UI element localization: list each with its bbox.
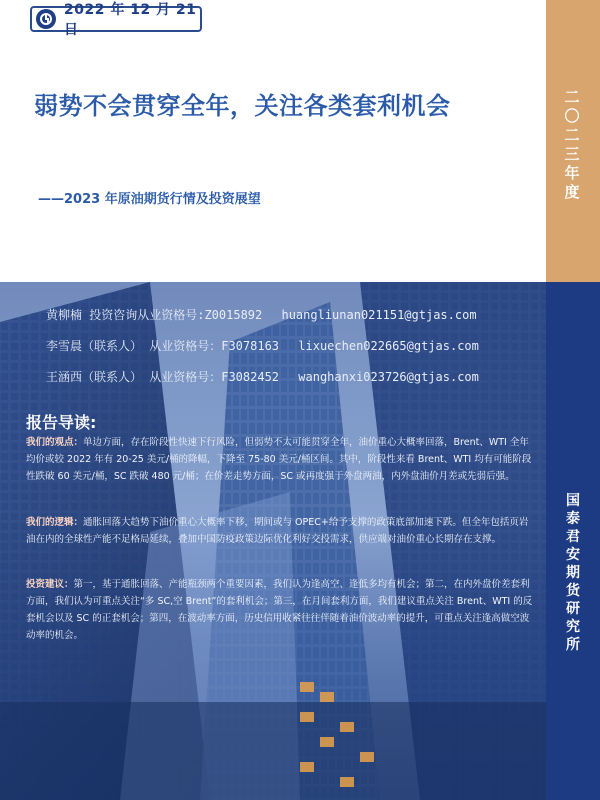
author-row-1 bbox=[46, 306, 489, 323]
paragraph-text: 单边方面，存在阶段性快速下行风险，但弱势不太可能贯穿全年，油价重心大概率回落，Brent、WTI 全年均价或较 2022 年有 20-25 美元/桶的降幅，下降至 75-80 美元/桶区间。其中，阶段性来看 Brent、WTI 均有可能阶段性跌破 60 美元/桶，SC 跌破 480 元/桶；在价差走势方面，SC 或再度强于外盘两油，内外盘油价月差或先弱后强。 bbox=[26, 437, 532, 482]
author-name: 王涵西（联系人） 从业资格号：F3082452 bbox=[46, 370, 280, 384]
author-email: wanghanxi023726@gtjas.com bbox=[298, 370, 479, 384]
report-date: 2022 年 12 月 21 日 bbox=[64, 2, 197, 38]
report-subtitle: ——2023 年原油期货行情及投资展望 bbox=[38, 192, 261, 207]
paragraph-label: 我们的逻辑： bbox=[26, 517, 84, 528]
date-badge bbox=[30, 2, 202, 38]
author-name: 李雪晨（联系人） 从业资格号：F3078163 bbox=[46, 339, 280, 353]
paragraph-logic bbox=[26, 514, 536, 548]
org-vertical-label: 国泰君安期货研究所 bbox=[566, 493, 580, 653]
paragraph-label: 投资建议： bbox=[26, 579, 74, 590]
author-email: huangliunan021151@gtjas.com bbox=[281, 308, 477, 322]
clock-icon bbox=[36, 9, 56, 29]
report-title: 弱势不会贯穿全年，关注各类套利机会 bbox=[34, 92, 451, 120]
author-row-2 bbox=[46, 337, 491, 354]
paragraph-text: 通胀回落大趋势下油价重心大概率下移，期间或与 OPEC+给予支撑的政策底部加速下跌。但全年包括页岩油在内的全球性产能不足格局延续，叠加中国防疫政策边际优化利好交投需求，供应端对油价重心长期存在支撑。 bbox=[26, 517, 529, 545]
paragraph-viewpoint bbox=[26, 434, 536, 485]
author-row-3 bbox=[46, 368, 491, 385]
paragraph-advice bbox=[26, 576, 536, 644]
author-name: 黄柳楠 投资咨询从业资格号:Z0015892 bbox=[46, 308, 263, 322]
report-summary-heading: 报告导读: bbox=[26, 413, 97, 432]
author-email: lixuechen022665@gtjas.com bbox=[298, 339, 479, 353]
paragraph-text: 第一，基于通胀回落、产能瓶颈两个重要因素，我们认为逢高空、逢低多均有机会；第二，在内外盘价差套利方面，我们认为可重点关注“多 SC,空 Brent”的套利机会；第三，在月间套利方面，我们建议重点关注 Brent、WTI 的反套机会以及 SC 的正套机会；第四，在波动率方面，历史信用收紧往往伴随着油价波动率的提升，可重点关注逢高做空波动率的机会。 bbox=[26, 579, 533, 641]
paragraph-label: 我们的观点： bbox=[26, 437, 84, 448]
year-vertical-label: 二〇二三年度 bbox=[564, 88, 580, 201]
